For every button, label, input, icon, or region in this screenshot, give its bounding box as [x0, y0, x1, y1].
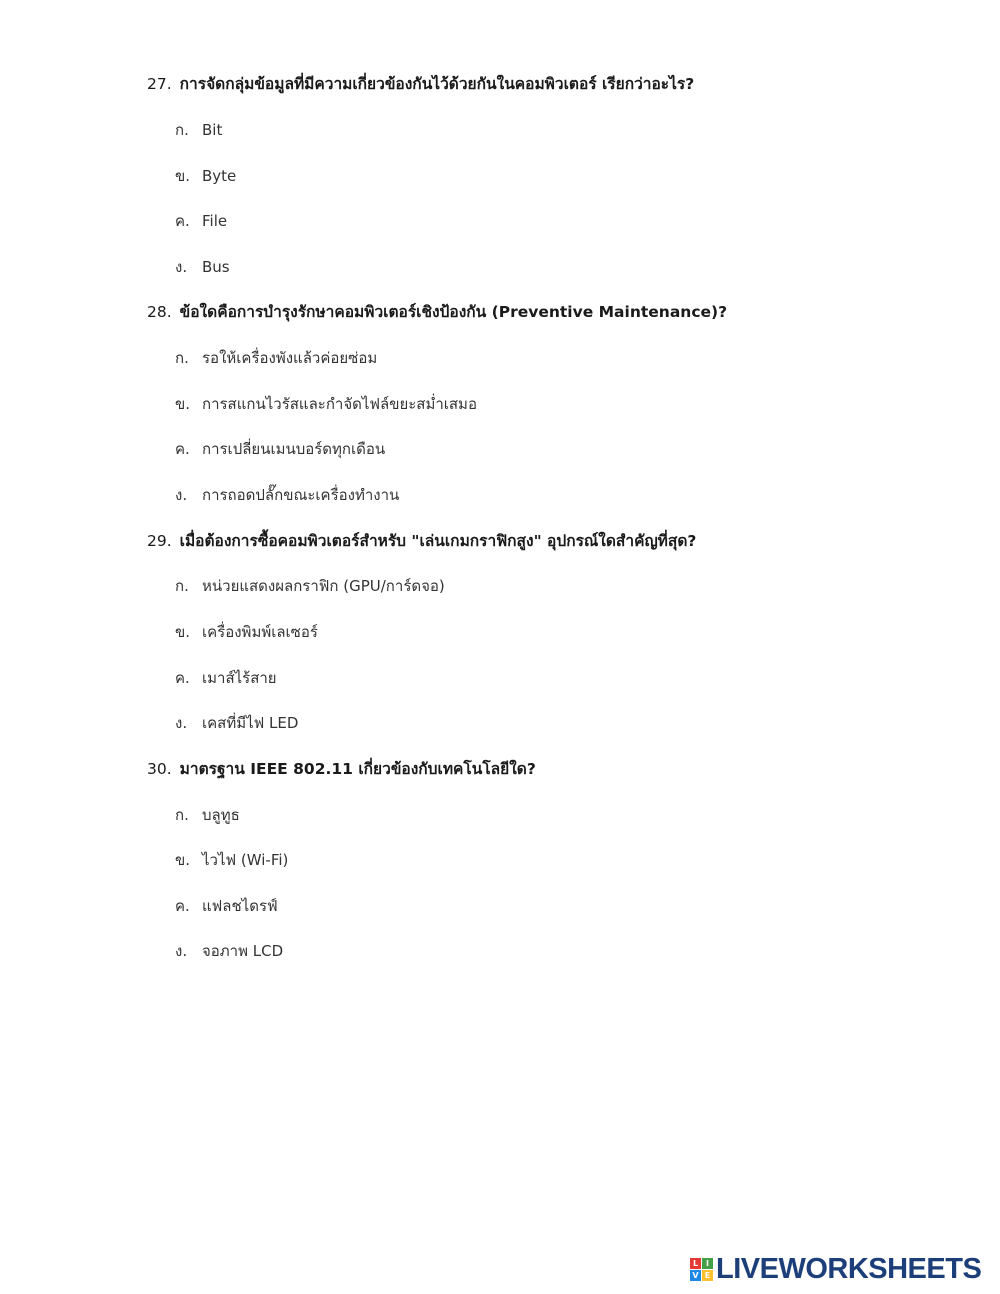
option-letter: ค. — [175, 440, 190, 458]
option-30-b[interactable] — [175, 850, 288, 870]
option-text: จอภาพ LCD — [202, 942, 284, 960]
option-letter: ค. — [175, 212, 190, 230]
option-27-d[interactable] — [175, 257, 230, 277]
option-27-a[interactable] — [175, 120, 222, 140]
option-text: บลูทูธ — [202, 806, 240, 824]
option-letter: ค. — [175, 897, 190, 915]
option-text: การถอดปลั๊กขณะเครื่องทำงาน — [202, 486, 400, 504]
option-28-d[interactable] — [175, 485, 399, 505]
logo-text: LIVEWORKSHEETS — [716, 1252, 982, 1285]
option-text: หน่วยแสดงผลกราฟิก (GPU/การ์ดจอ) — [202, 577, 445, 595]
question-text: มาตรฐาน IEEE 802.11 เกี่ยวข้องกับเทคโนโลยีใด? — [179, 760, 536, 778]
option-text: การสแกนไวรัสและกำจัดไฟล์ขยะสม่ำเสมอ — [202, 395, 477, 413]
option-letter: ก. — [175, 349, 189, 367]
question-number: 27. — [147, 75, 172, 93]
option-letter: ก. — [175, 121, 189, 139]
question-number: 29. — [147, 532, 172, 550]
logo-icon-letter-e: E — [702, 1270, 713, 1281]
question-text: เมื่อต้องการซื้อคอมพิวเตอร์สำหรับ "เล่นเกมกราฟิกสูง" อุปกรณ์ใดสำคัญที่สุด? — [179, 532, 697, 550]
logo-icon-letter-l: L — [690, 1258, 701, 1269]
question-number: 30. — [147, 760, 172, 778]
option-29-b[interactable] — [175, 622, 318, 642]
option-30-a[interactable] — [175, 805, 240, 825]
liveworksheets-logo-icon — [690, 1258, 713, 1281]
question-number: 28. — [147, 303, 172, 321]
option-letter: ข. — [175, 851, 191, 869]
option-28-a[interactable] — [175, 348, 377, 368]
question-text: ข้อใดคือการบำรุงรักษาคอมพิวเตอร์เชิงป้องกัน (Preventive Maintenance)? — [179, 303, 728, 321]
logo-icon-letter-i: I — [702, 1258, 713, 1269]
question-30 — [147, 759, 536, 779]
option-text: Bit — [202, 121, 223, 139]
question-text: การจัดกลุ่มข้อมูลที่มีความเกี่ยวข้องกันไว้ด้วยกันในคอมพิวเตอร์ เรียกว่าอะไร? — [179, 75, 695, 93]
question-28 — [147, 302, 727, 322]
option-text: เมาส์ไร้สาย — [202, 669, 277, 687]
option-27-c[interactable] — [175, 211, 227, 231]
option-letter: ง. — [175, 714, 188, 732]
option-letter: ข. — [175, 167, 191, 185]
option-letter: ค. — [175, 669, 190, 687]
option-letter: ก. — [175, 806, 189, 824]
option-text: เคสที่มีไฟ LED — [202, 714, 299, 732]
option-29-d[interactable] — [175, 713, 298, 733]
option-text: เครื่องพิมพ์เลเซอร์ — [202, 623, 318, 641]
question-27 — [147, 74, 694, 94]
option-28-b[interactable] — [175, 394, 477, 414]
option-29-a[interactable] — [175, 576, 445, 596]
logo-icon-letter-v: V — [690, 1270, 701, 1281]
option-letter: ข. — [175, 395, 191, 413]
option-text: ไวไฟ (Wi-Fi) — [202, 851, 289, 869]
option-letter: ง. — [175, 486, 188, 504]
liveworksheets-logo — [690, 1254, 981, 1284]
option-30-d[interactable] — [175, 941, 283, 961]
option-text: Byte — [202, 167, 237, 185]
question-29 — [147, 531, 696, 551]
option-text: File — [202, 212, 228, 230]
option-letter: ง. — [175, 258, 188, 276]
option-text: รอให้เครื่องพังแล้วค่อยซ่อม — [202, 349, 378, 367]
option-letter: ง. — [175, 942, 188, 960]
option-text: แฟลชไดรฟ์ — [202, 897, 278, 915]
option-28-c[interactable] — [175, 439, 385, 459]
option-30-c[interactable] — [175, 896, 278, 916]
option-27-b[interactable] — [175, 166, 236, 186]
option-29-c[interactable] — [175, 668, 277, 688]
option-text: การเปลี่ยนเมนบอร์ดทุกเดือน — [202, 440, 386, 458]
option-letter: ข. — [175, 623, 191, 641]
option-letter: ก. — [175, 577, 189, 595]
option-text: Bus — [202, 258, 230, 276]
